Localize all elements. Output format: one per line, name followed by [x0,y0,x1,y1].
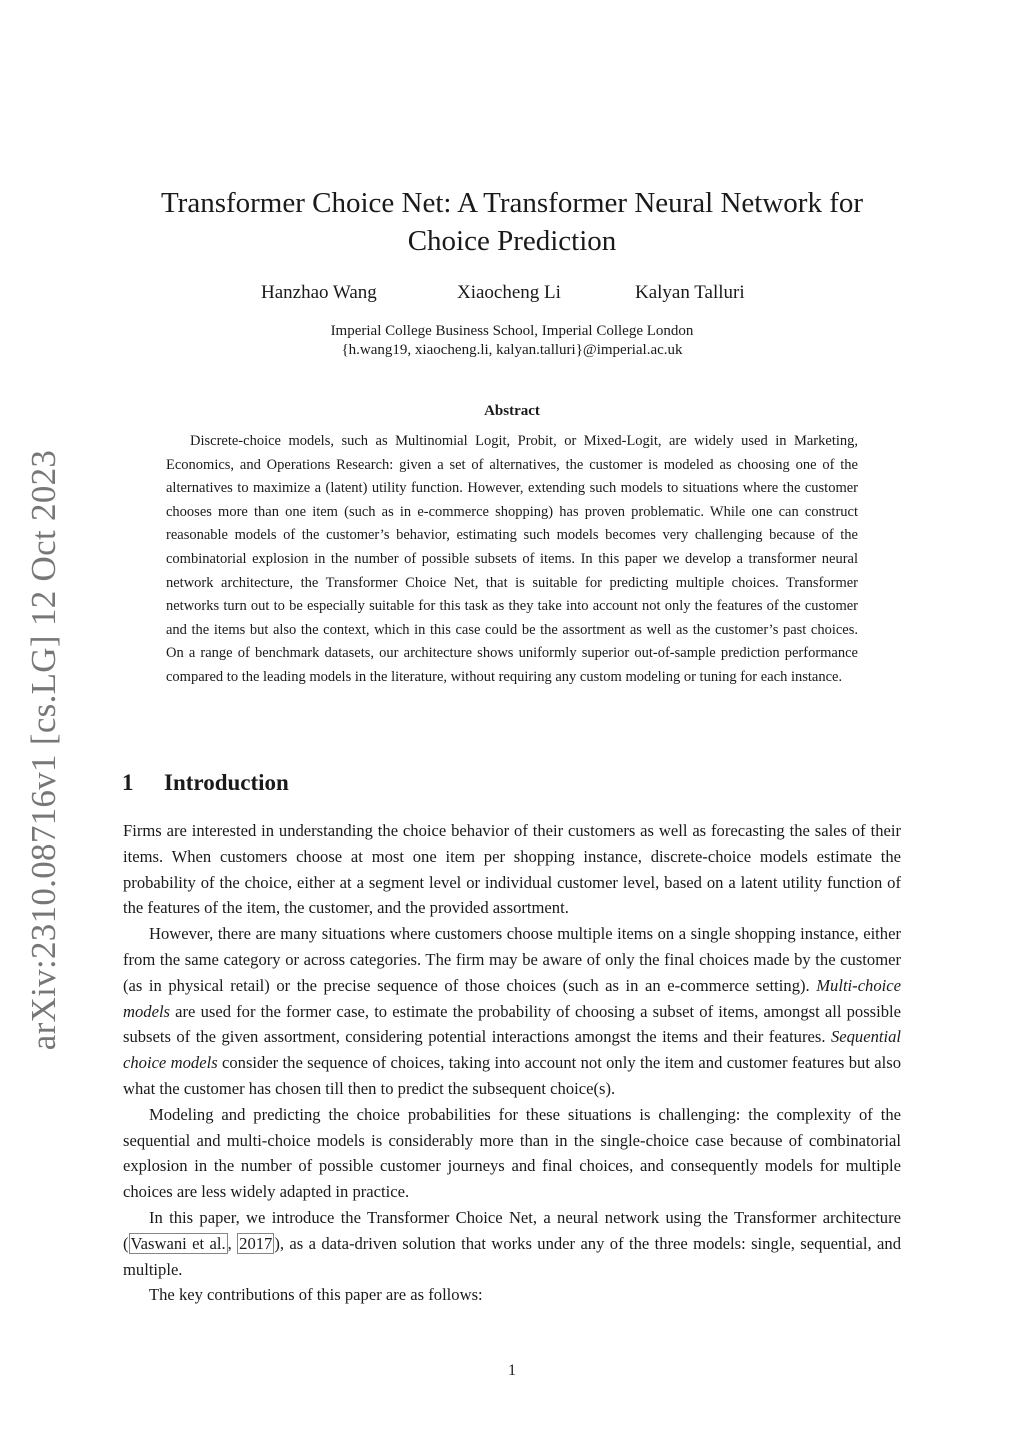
paragraph-text: In this paper, we introduce the Transformer Choice Net, a neural network using the Transformer architecture ( [123,1207,901,1253]
abstract-text: Discrete-choice models, such as Multinomial Logit, Probit, or Mixed-Logit, are widely used in Marketing, Economics, and Operations Research: given a set of alternatives, the customer is modeled as choosing one of the alternatives to maximize a (latent) utility function. However, extending such models to situations where the customer chooses more than one item (such as in e-commerce shopping) has proven problematic. While one can construct reasonable models of the customer’s behavior, estimating such models becomes very challenging because of the combinatorial explosion in the number of possible subsets of items. In this paper we develop a transformer neural network architecture, the Transformer Choice Net, that is suitable for predicting multiple choices. Transformer networks turn out to be especially suitable for this task as they take into account not only the features of the customer and the items but also the context, which in this case could be the assortment as well as the customer’s past choices. On a range of benchmark datasets, our architecture shows uniformly superior out-of-sample prediction performance compared to the leading models in the literature, without requiring any custom modeling or tuning for each instance. [166,433,858,685]
citation-link-author[interactable]: Vaswani et al. [130,1233,226,1253]
introduction-body [123,818,901,1308]
affiliation: Imperial College Business School, Imperial College London [330,323,694,339]
paragraph-text: consider the sequence of choices, taking into account not only the item and customer features but also what the customer has chosen till then to predict the subsequent choice(s). [123,1053,901,1098]
author-name: Xiaocheng Li [457,282,561,303]
paper-title-line-2: Choice Prediction [407,225,617,257]
abstract-heading: Abstract [484,403,540,419]
citation-separator: , [227,1233,238,1253]
paragraph: Modeling and predicting the choice probabilities for these situations is challenging: the complexity of the sequential and multi-choice models is considerably more than in the single-choice case because of combinatorial explosion in the number of possible customer journeys and final choices, and consequently models for multiple choices are less widely adapted in practice. [123,1104,901,1202]
section-number: 1 [122,770,134,795]
paragraph-text: ), as a data-driven solution that works under any of the three models: single, sequential, and multiple. [123,1233,901,1279]
section-title: Introduction [164,770,289,795]
paragraph-text: are used for the former case, to estimate the probability of choosing a subset of items, amongst all possible subsets of the given assortment, considering potential interactions amongst the items and their features. [123,1001,901,1047]
author-name: Kalyan Talluri [635,282,745,303]
emphasis-term: Sequential choice models [123,1027,901,1073]
paragraph: The key contributions of this paper are as follows: [149,1285,483,1305]
paragraph [123,921,901,1102]
citation-link-year[interactable]: 2017 [239,1233,273,1253]
author-list [0,282,1024,308]
paper-title-line-1: Transformer Choice Net: A Transformer Neural Network for [160,187,864,219]
paragraph-text: However, there are many situations where customers choose multiple items on a single shopping instance, either from the same category or across categories. The firm may be aware of only the final choices made by the customer (as in physical retail) or the precise sequence of those choices (such as in an e-commerce setting). [123,924,901,995]
paragraph [123,1205,901,1282]
author-emails: {h.wang19, xiaocheng.li, kalyan.talluri}@imperial.ac.uk [341,342,683,358]
arxiv-identifier-stamp: arXiv:2310.08716v1 [cs.LG] 12 Oct 2023 [24,449,63,1051]
paragraph: Firms are interested in understanding the choice behavior of their customers as well as forecasting the sales of their items. When customers choose at most one item per shopping instance, discrete-choice models estimate the probability of the choice, either at a segment level or individual customer level, based on a latent utility function of the features of the item, the customer, and the provided assortment. [123,821,901,918]
page-number: 1 [508,1362,516,1379]
affiliation-block [0,322,1024,360]
emphasis-term: Multi-choice models [123,975,901,1021]
section-heading [122,770,289,796]
paper-title [120,184,904,260]
author-name: Hanzhao Wang [261,282,377,303]
